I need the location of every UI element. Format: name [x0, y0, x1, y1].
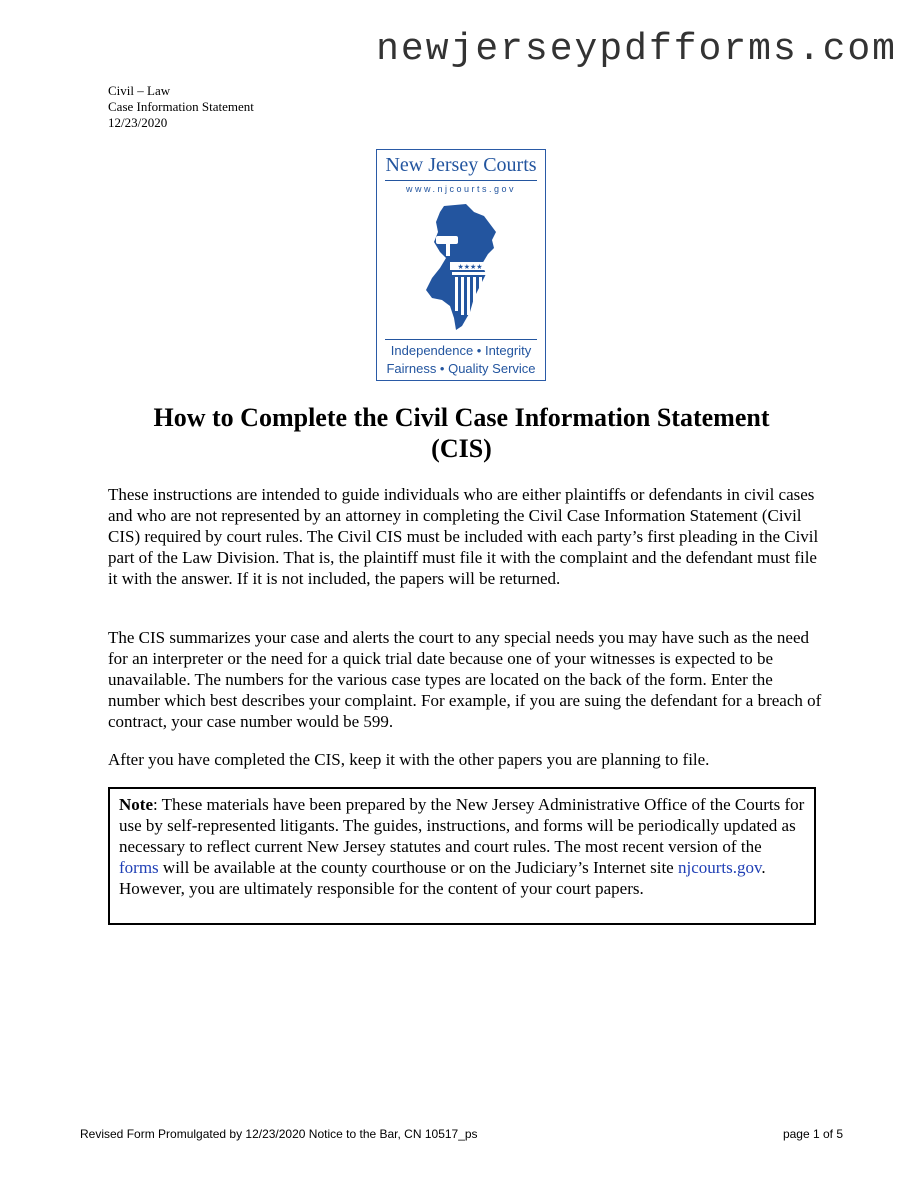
instructions-paragraph-3: After you have completed the CIS, keep it with the other papers you are planning to file. [108, 750, 710, 769]
logo-motto-line2: Fairness • Quality Service [386, 361, 536, 376]
njcourts-link[interactable]: njcourts.gov [677, 858, 762, 877]
note-text-3: . However, you are ultimately responsible for the content of your court papers. [119, 858, 766, 898]
page-title-line2: (CIS) [431, 434, 492, 463]
header-date: 12/23/2020 [108, 115, 168, 130]
note-text-1: : These materials have been prepared by the New Jersey Administrative Office of the Courts for use by self-represented litigants. The guides, instructions, and forms will be periodically updated as necessary to reflect current New Jersey statutes and court rules. The most recent version of the [119, 795, 805, 856]
header-division: Civil – Law [108, 83, 171, 98]
footer-revision: Revised Form Promulgated by 12/23/2020 Notice to the Bar, CN 10517_ps [80, 1127, 478, 1141]
header-form-name: Case Information Statement [108, 99, 254, 114]
svg-text:★★★★: ★★★★ [457, 263, 483, 271]
instructions-paragraph-2: The CIS summarizes your case and alerts the court to any special needs you may have such as the need for an interpreter or the need for a quick trial date because one of your witnesses is expected to be unavailable. The numbers for the various case types are located on the back of the form. Enter the number which best describes your complaint. For example, if you are suing the defendant for a breach of contract, your case number would be 599. [108, 628, 822, 731]
logo-title: New Jersey Courts [385, 154, 537, 176]
note-label: Note [119, 795, 153, 814]
footer-page-number: page 1 of 5 [782, 1127, 843, 1141]
nj-courts-logo [376, 149, 546, 381]
logo-divider [385, 180, 537, 181]
note-text-2: will be available at the county courthouse or on the Judiciary’s Internet site [158, 858, 678, 877]
instructions-paragraph-1: These instructions are intended to guide individuals who are either plaintiffs or defendants in civil cases and who are not represented by an attorney in completing the Civil Case Information Statement (Civil CIS) required by court rules. The Civil CIS must be included with each party’s first pleading in the Civil part of the Law Division. That is, the plaintiff must file it with the complaint and the defendant must file it with the answer. If it is not included, the papers will be returned. [108, 485, 819, 588]
watermark: newjerseypdfforms.com [376, 28, 897, 71]
logo-divider-lower [385, 339, 537, 340]
document-header [108, 83, 254, 131]
page-title-line1: How to Complete the Civil Case Information Statement [153, 403, 770, 432]
logo-motto-line1: Independence • Integrity [390, 343, 532, 358]
logo-url: www.njcourts.gov [405, 184, 517, 194]
forms-link[interactable]: forms [119, 858, 159, 877]
page-title [108, 402, 815, 464]
nj-state-courthouse-icon [422, 202, 502, 334]
note-box [108, 787, 816, 925]
